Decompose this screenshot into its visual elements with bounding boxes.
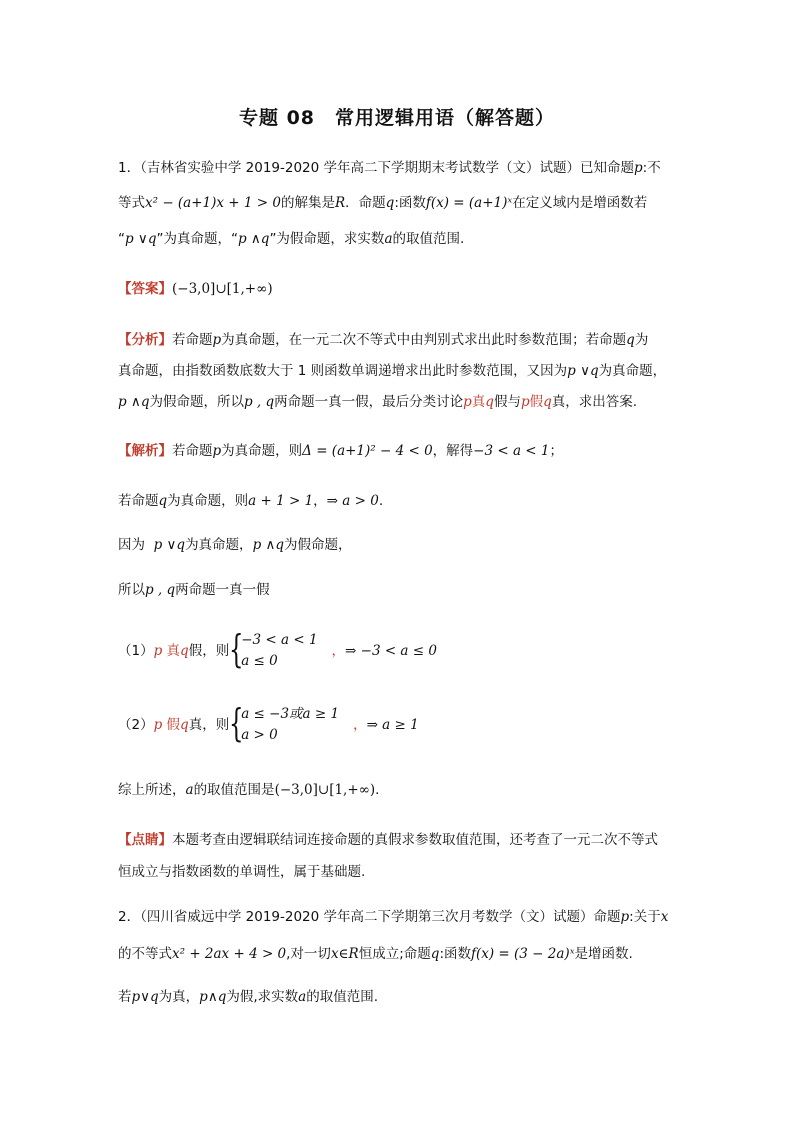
discriminant: Δ = (a+1)² − 4 < 0 [302, 443, 433, 459]
brace-icon: { [229, 701, 244, 745]
analysis-line-1: 【分析】若命题p为真命题，在一元二次不等式中由判别式求出此时参数范围；若命题q为 [118, 332, 649, 348]
equation-system-2: { a ≤ −3或a ≥ 1 a > 0 [229, 701, 340, 745]
question-1-line-3: “p ∨q”为真命题，“p ∧q”为假命题，求实数a的取值范围. [118, 231, 465, 247]
brace-icon: { [229, 627, 244, 671]
comment-line-2: 恒成立与指数函数的单调性，属于基础题. [118, 864, 366, 880]
question-2-line-1: 2．（四川省威远中学 2019-2020 学年高二下学期第三次月考数学（文）试题）命题p:关于x [118, 909, 669, 925]
question-number: 2． [118, 909, 141, 925]
case-2: （2）p 假q真，则 { a ≤ −3或a ≥ 1 a > 0 ，⇒ a ≥ 1 [118, 701, 419, 745]
summary-line: 综上所述，a的取值范围是(−3,0]∪[1,+∞). [118, 782, 380, 798]
question-2-line-2: 的不等式x² + 2ax + 4 > 0,对一切x∈R恒成立;命题q:函数f(x) = (3 − 2a)ˣ是增函数. [118, 946, 633, 962]
function-expr: f(x) = (a+1)ˣ [425, 195, 513, 211]
inequality: x² − (a+1)x + 1 > 0 [145, 195, 281, 211]
comment-tag: 【点睛】 [118, 832, 172, 848]
comment-line-1: 【点睛】本题考查由逻辑联结词连接命题的真假求参数取值范围，还考查了一元二次不等式 [118, 832, 658, 848]
answer-line [118, 279, 273, 299]
solution-line-2: 若命题q为真命题，则a + 1 > 1，⇒ a > 0. [118, 493, 384, 509]
solution-line-1: 【解析】若命题p为真命题，则Δ = (a+1)² − 4 < 0，解得−3 < a < 1； [118, 443, 563, 459]
question-number: 1． [118, 160, 141, 176]
question-source: （四川省威远中学 2019-2020 学年高二下学期第三次月考数学（文）试题） [140, 909, 594, 925]
question-1-line-1: 1．（吉林省实验中学 2019-2020 学年高二下学期期末考试数学（文）试题）已知命题p:不 [118, 160, 661, 176]
equation-system-1: { −3 < a < 1 a ≤ 0 [229, 627, 318, 671]
solution-line-4: 所以p , q两命题一真一假 [118, 582, 270, 598]
answer-tag: 【答案】 [118, 281, 172, 297]
answer-value: (−3,0]∪[1,+∞) [172, 281, 273, 297]
question-2-line-3: 若p∨q为真，p∧q为假,求实数a的取值范围. [118, 989, 378, 1005]
case-1: （1）p 真q假，则 { −3 < a < 1 a ≤ 0 ，⇒ −3 < a ≤ 0 [118, 627, 437, 671]
analysis-tag: 【分析】 [118, 332, 172, 348]
page-title: 专题 08 常用逻辑用语（解答题） [238, 107, 556, 129]
question-source: （吉林省实验中学 2019-2020 学年高二下学期期末考试数学（文）试题） [140, 160, 581, 176]
solution-line-3: 因为 p ∨q为真命题，p ∧q为假命题， [118, 537, 352, 553]
analysis-line-3: p ∧q为假命题，所以p , q两命题一真一假，最后分类讨论p真q假与p假q真，求出答案. [118, 394, 638, 410]
analysis-line-2: 真命题，由指数函数底数大于 1 则函数单调递增求出此时参数范围，又因为p ∨q为真命题， [118, 363, 667, 379]
solution-tag: 【解析】 [118, 443, 172, 459]
question-1-line-2: 等式x² − (a+1)x + 1 > 0的解集是R．命题q:函数f(x) = (a+1)ˣ在定义域内是增函数若 [118, 195, 648, 211]
